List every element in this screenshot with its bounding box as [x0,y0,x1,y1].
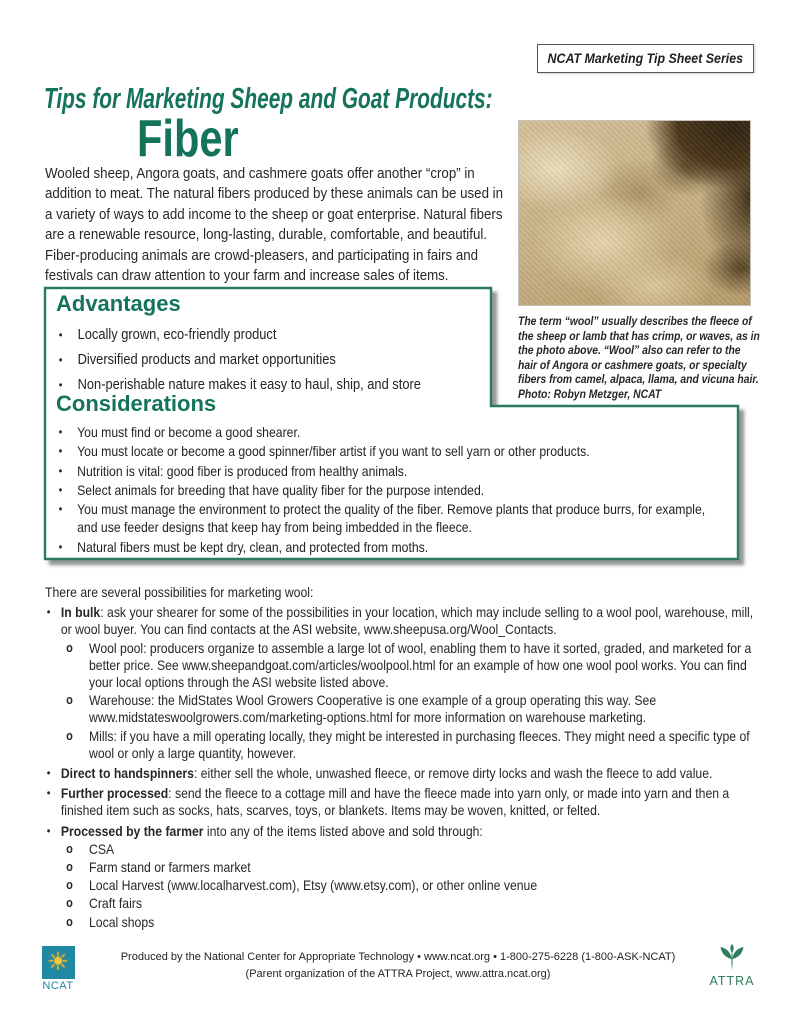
sub-item-text: CSA [89,840,115,857]
list-item [45,823,753,840]
sub-list-item [45,877,753,894]
bullet-lead: In bulk [60,604,101,621]
sub-list-item [45,895,753,912]
list-item-text [61,785,754,819]
bullet-icon: • [58,463,63,478]
list-item-text: You must find or become a good shearer. [77,424,301,440]
sub-item-text: Local shops [89,913,155,930]
bullet-icon: • [46,766,51,781]
sub-bullet-icon: o [66,728,73,743]
list-item-text: You must manage the environment to protect the quality of the fiber. Remove plants that produce burrs, for example, and use feeder designs that keep hay from being imbedded in the fleece. [77,501,706,536]
bullet-body: : either sell the whole, unwashed fleece, or remove dirty locks and wash the fleece to add value. [193,765,713,782]
page-subtitle-fiber: Fiber [137,110,239,168]
bullet-lead: Direct to handspinners [60,765,194,782]
ncat-logo-square [42,946,75,979]
list-item-text [61,765,754,782]
sub-bullet-icon: o [66,896,73,911]
bullet-lead: Processed by the farmer [60,822,204,839]
sub-item-text: Warehouse: the MidStates Wool Growers Cooperative is one example of a group operating this way. See www.midstateswoolgrowers.com/marketing-options.html for more information on warehouse marketing. [89,692,657,726]
bullet-icon: • [58,328,63,342]
ncat-logo [40,946,76,992]
bullet-body: : ask your shearer for some of the possibilities in your location, which may include selling to a wool pool, warehouse, mill, or wool buyer. You can find contacts at the ASI website, www.sheepusa.org/Wool_Contacts. [60,604,754,638]
sub-item-text: Farm stand or farmers market [89,859,251,876]
list-item-text: Diversified products and market opportunities [77,352,336,368]
series-label-box [537,44,754,73]
sub-item-text: Local Harvest (www.localharvest.com), Etsy (www.etsy.com), or other online venue [89,877,538,894]
bullet-body: into any of the items listed above and sold through: [203,822,483,839]
list-item-text: You must locate or become a good spinner/fiber artist if you want to sell yarn or other products. [77,443,590,460]
sub-item-text: Wool pool: producers organize to assemble a large lot of wool, enabling them to have it sorted, graded, and marketed for a better price. See www.sheepandgoat.com/articles/woolpool.html for an example of how one wool pool works. You can find your local options through the ASI website listed above. [89,639,752,691]
sub-list-item [45,914,753,931]
wool-fleece-photo [518,120,751,306]
list-item-text: Natural fibers must be kept dry, clean, and protected from moths. [77,538,429,555]
bullet-icon: • [58,482,63,497]
sub-bullet-icon: o [66,914,73,929]
bullet-icon: • [58,444,63,459]
bullet-icon: • [58,353,63,367]
photo-caption: The term “wool” usually describes the fleece of the sheep or lamb that has crimp, or waves, as in the photo above. “Wool” also can refer to the hair of Angora or cashmere goats, or specialty fibers from camel, alpaca, llama, and vicuna hair. Photo: Robyn Metzger, NCAT [518,314,760,401]
considerations-list [56,423,725,557]
sun-icon: ☀ [46,948,70,976]
sub-bullet-icon: o [66,860,73,875]
sub-list-item [45,640,753,692]
sub-item-text: Craft fairs [89,895,142,912]
list-item [56,481,725,499]
bullet-icon: • [58,378,63,392]
list-item [45,785,753,819]
list-item-text: Select animals for breeding that have quality fiber for the purpose intended. [77,481,485,498]
list-item-text [61,604,754,638]
intro-paragraph: Wooled sheep, Angora goats, and cashmere goats offer another “crop” in addition to meat. The natural fibers produced by these animals can be used in a variety of ways to add income to the sheep or goat enterprise. Natural fibers are a renewable resource, long-lasting, durable, comfortable, and beautiful. Fiber-producing animals are crowd-pleasers, and participating in fairs and festivals can draw attention to your farm and increase sales of items. [45,166,504,285]
sub-item-text: Mills: if you have a mill operating locally, they might be interested in purchasing fleeces. They might need a specific type of wool or only a large quantity, however. [89,727,750,761]
considerations-heading: Considerations [56,391,217,416]
list-item [56,500,725,537]
ncat-logo-label: NCAT [42,980,74,992]
footer-line-2: (Parent organization of the ATTRA Project, www.attra.ncat.org) [245,968,551,980]
list-item [56,326,470,345]
marketing-intro: There are several possibilities for marketing wool: [45,584,314,600]
marketing-section [45,584,753,931]
sub-list-item [45,841,753,858]
list-item [45,604,753,638]
list-item [56,423,725,441]
bullet-body: : send the fleece to a cottage mill and have the fleece made into yarn only, or made into yarn and then a finished item such as socks, hats, scarves, toys, or blankets. Items may be woven, knitted, or felted. [60,785,730,819]
list-item-text: Non-perishable nature makes it easy to haul, ship, and store [77,377,421,393]
list-item [56,538,725,556]
sub-list-item [45,728,753,762]
sub-bullet-icon: o [66,640,73,655]
list-item-text [61,823,754,840]
advantages-heading: Advantages [56,291,181,316]
page-title: Tips for Marketing Sheep and Goat Products: [44,83,493,115]
list-item-text: Nutrition is vital: good fiber is produced from healthy animals. [77,462,408,479]
sub-list-item [45,859,753,876]
sub-bullet-icon: o [66,878,73,893]
attra-logo [708,944,756,988]
bullet-lead: Further processed [60,785,169,802]
list-item [45,765,753,782]
series-label: NCAT Marketing Tip Sheet Series [547,51,744,66]
attra-logo-label: ATTRA [709,974,755,988]
bullet-icon: • [58,425,63,439]
list-item [56,442,725,460]
bullet-icon: • [46,786,51,801]
list-item-text: Locally grown, eco-friendly product [77,327,277,343]
bullet-icon: • [58,502,63,517]
sub-bullet-icon: o [66,841,73,856]
list-item [56,351,470,370]
plant-leaves-icon [715,944,749,971]
sub-bullet-icon: o [66,693,73,708]
bullet-icon: • [58,539,63,554]
bullet-icon: • [46,605,51,620]
list-item [56,462,725,480]
bullet-icon: • [46,823,51,838]
footer-text [100,949,696,983]
advantages-list [56,326,470,401]
sub-list-item [45,692,753,726]
footer-line-1: Produced by the National Center for Appropriate Technology • www.ncat.org • 1-800-275-6228 (1-800-ASK-NCAT) [120,951,676,963]
